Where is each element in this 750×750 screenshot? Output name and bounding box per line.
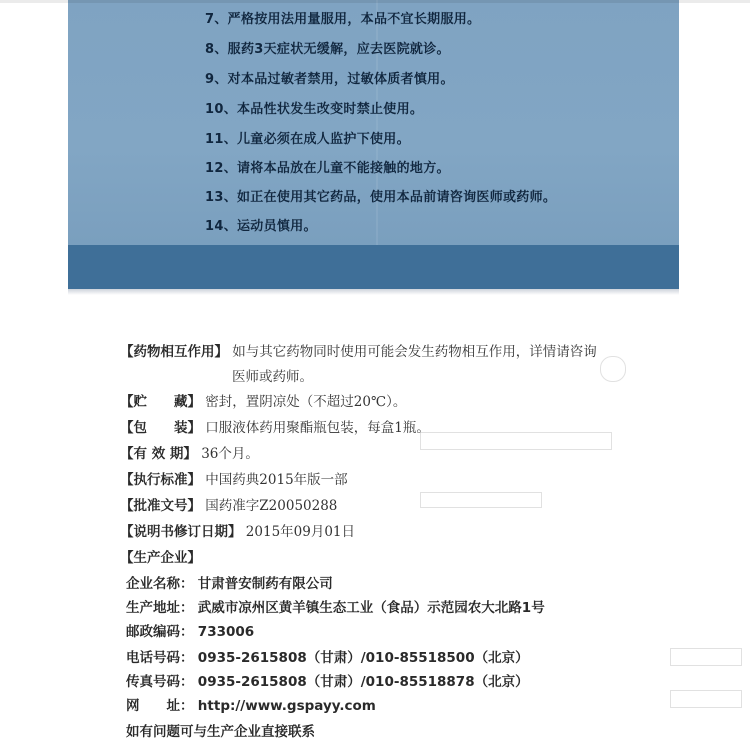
- revision-row: [120, 520, 355, 540]
- company-postcode-label: 邮政编码：: [126, 624, 194, 640]
- list-item: 8、服药3天症状无缓解，应去医院就诊。: [205, 42, 450, 57]
- list-item: 12、请将本品放在儿童不能接触的地方。: [205, 161, 450, 176]
- company-fax-row: [126, 670, 529, 690]
- list-item: 7、严格按用法用量服用，本品不宜长期服用。: [205, 12, 481, 27]
- company-postcode: 733006: [197, 624, 255, 640]
- manufacturer-row: [120, 546, 201, 566]
- storage-row: [120, 390, 406, 410]
- approval-text: 国药准字Z20050288: [205, 498, 338, 514]
- company-address: 武威市凉州区黄羊镇生态工业（食品）示范园农大北路1号: [197, 600, 545, 616]
- storage-text: 密封，置阴凉处（不超过20℃）。: [205, 394, 407, 410]
- approval-row: [120, 494, 337, 514]
- package-row: [120, 416, 430, 436]
- approval-label: 【批准文号】: [120, 498, 201, 514]
- interaction-label: 【药物相互作用】: [120, 344, 228, 360]
- interaction-row: [120, 340, 597, 360]
- company-fax-label: 传真号码：: [126, 674, 194, 690]
- company-name-label: 企业名称：: [126, 576, 194, 592]
- company-url: http://www.gspayy.com: [197, 698, 376, 714]
- revision-label: 【说明书修订日期】: [120, 524, 242, 540]
- standard-label: 【执行标准】: [120, 472, 201, 488]
- interaction-text-cont: 医师或药师。: [232, 369, 313, 385]
- validity-label: 【有 效 期】: [120, 446, 197, 462]
- manufacturer-label: 【生产企业】: [120, 550, 201, 566]
- list-item: 9、对本品过敏者禁用，过敏体质者慎用。: [205, 72, 454, 87]
- company-name-row: [126, 572, 333, 592]
- company-address-row: [126, 596, 545, 616]
- company-phone-row: [126, 646, 529, 666]
- company-phone: 0935-2615808（甘肃）/010-85518500（北京）: [197, 650, 529, 666]
- company-url-label: 网 址：: [126, 698, 194, 714]
- list-item: 14、运动员慎用。: [205, 219, 317, 234]
- list-item: 11、儿童必须在成人监护下使用。: [205, 132, 410, 147]
- interaction-text: 如与其它药物同时使用可能会发生药物相互作用，详情请咨询: [232, 344, 597, 360]
- list-item: 13、如正在使用其它药品，使用本品前请咨询医师或药师。: [205, 190, 557, 205]
- company-url-row: [126, 694, 376, 714]
- storage-label: 【贮 藏】: [120, 394, 201, 410]
- list-item: 10、本品性状发生改变时禁止使用。: [205, 102, 424, 117]
- company-phone-label: 电话号码：: [126, 650, 194, 666]
- validity-text: 36个月。: [201, 446, 259, 462]
- company-postcode-row: [126, 620, 254, 640]
- standard-text: 中国药典2015年版一部: [205, 472, 348, 488]
- company-address-label: 生产地址：: [126, 600, 194, 616]
- contact-note: 如有问题可与生产企业直接联系: [126, 724, 315, 740]
- package-label: 【包 装】: [120, 420, 201, 436]
- package-text: 口服液体药用聚酯瓶包装，每盒1瓶。: [205, 420, 430, 436]
- validity-row: [120, 442, 259, 462]
- company-fax: 0935-2615808（甘肃）/010-85518878（北京）: [197, 674, 529, 690]
- company-name: 甘肃普安制药有限公司: [197, 576, 333, 592]
- standard-row: [120, 468, 348, 488]
- revision-text: 2015年09月01日: [245, 524, 356, 540]
